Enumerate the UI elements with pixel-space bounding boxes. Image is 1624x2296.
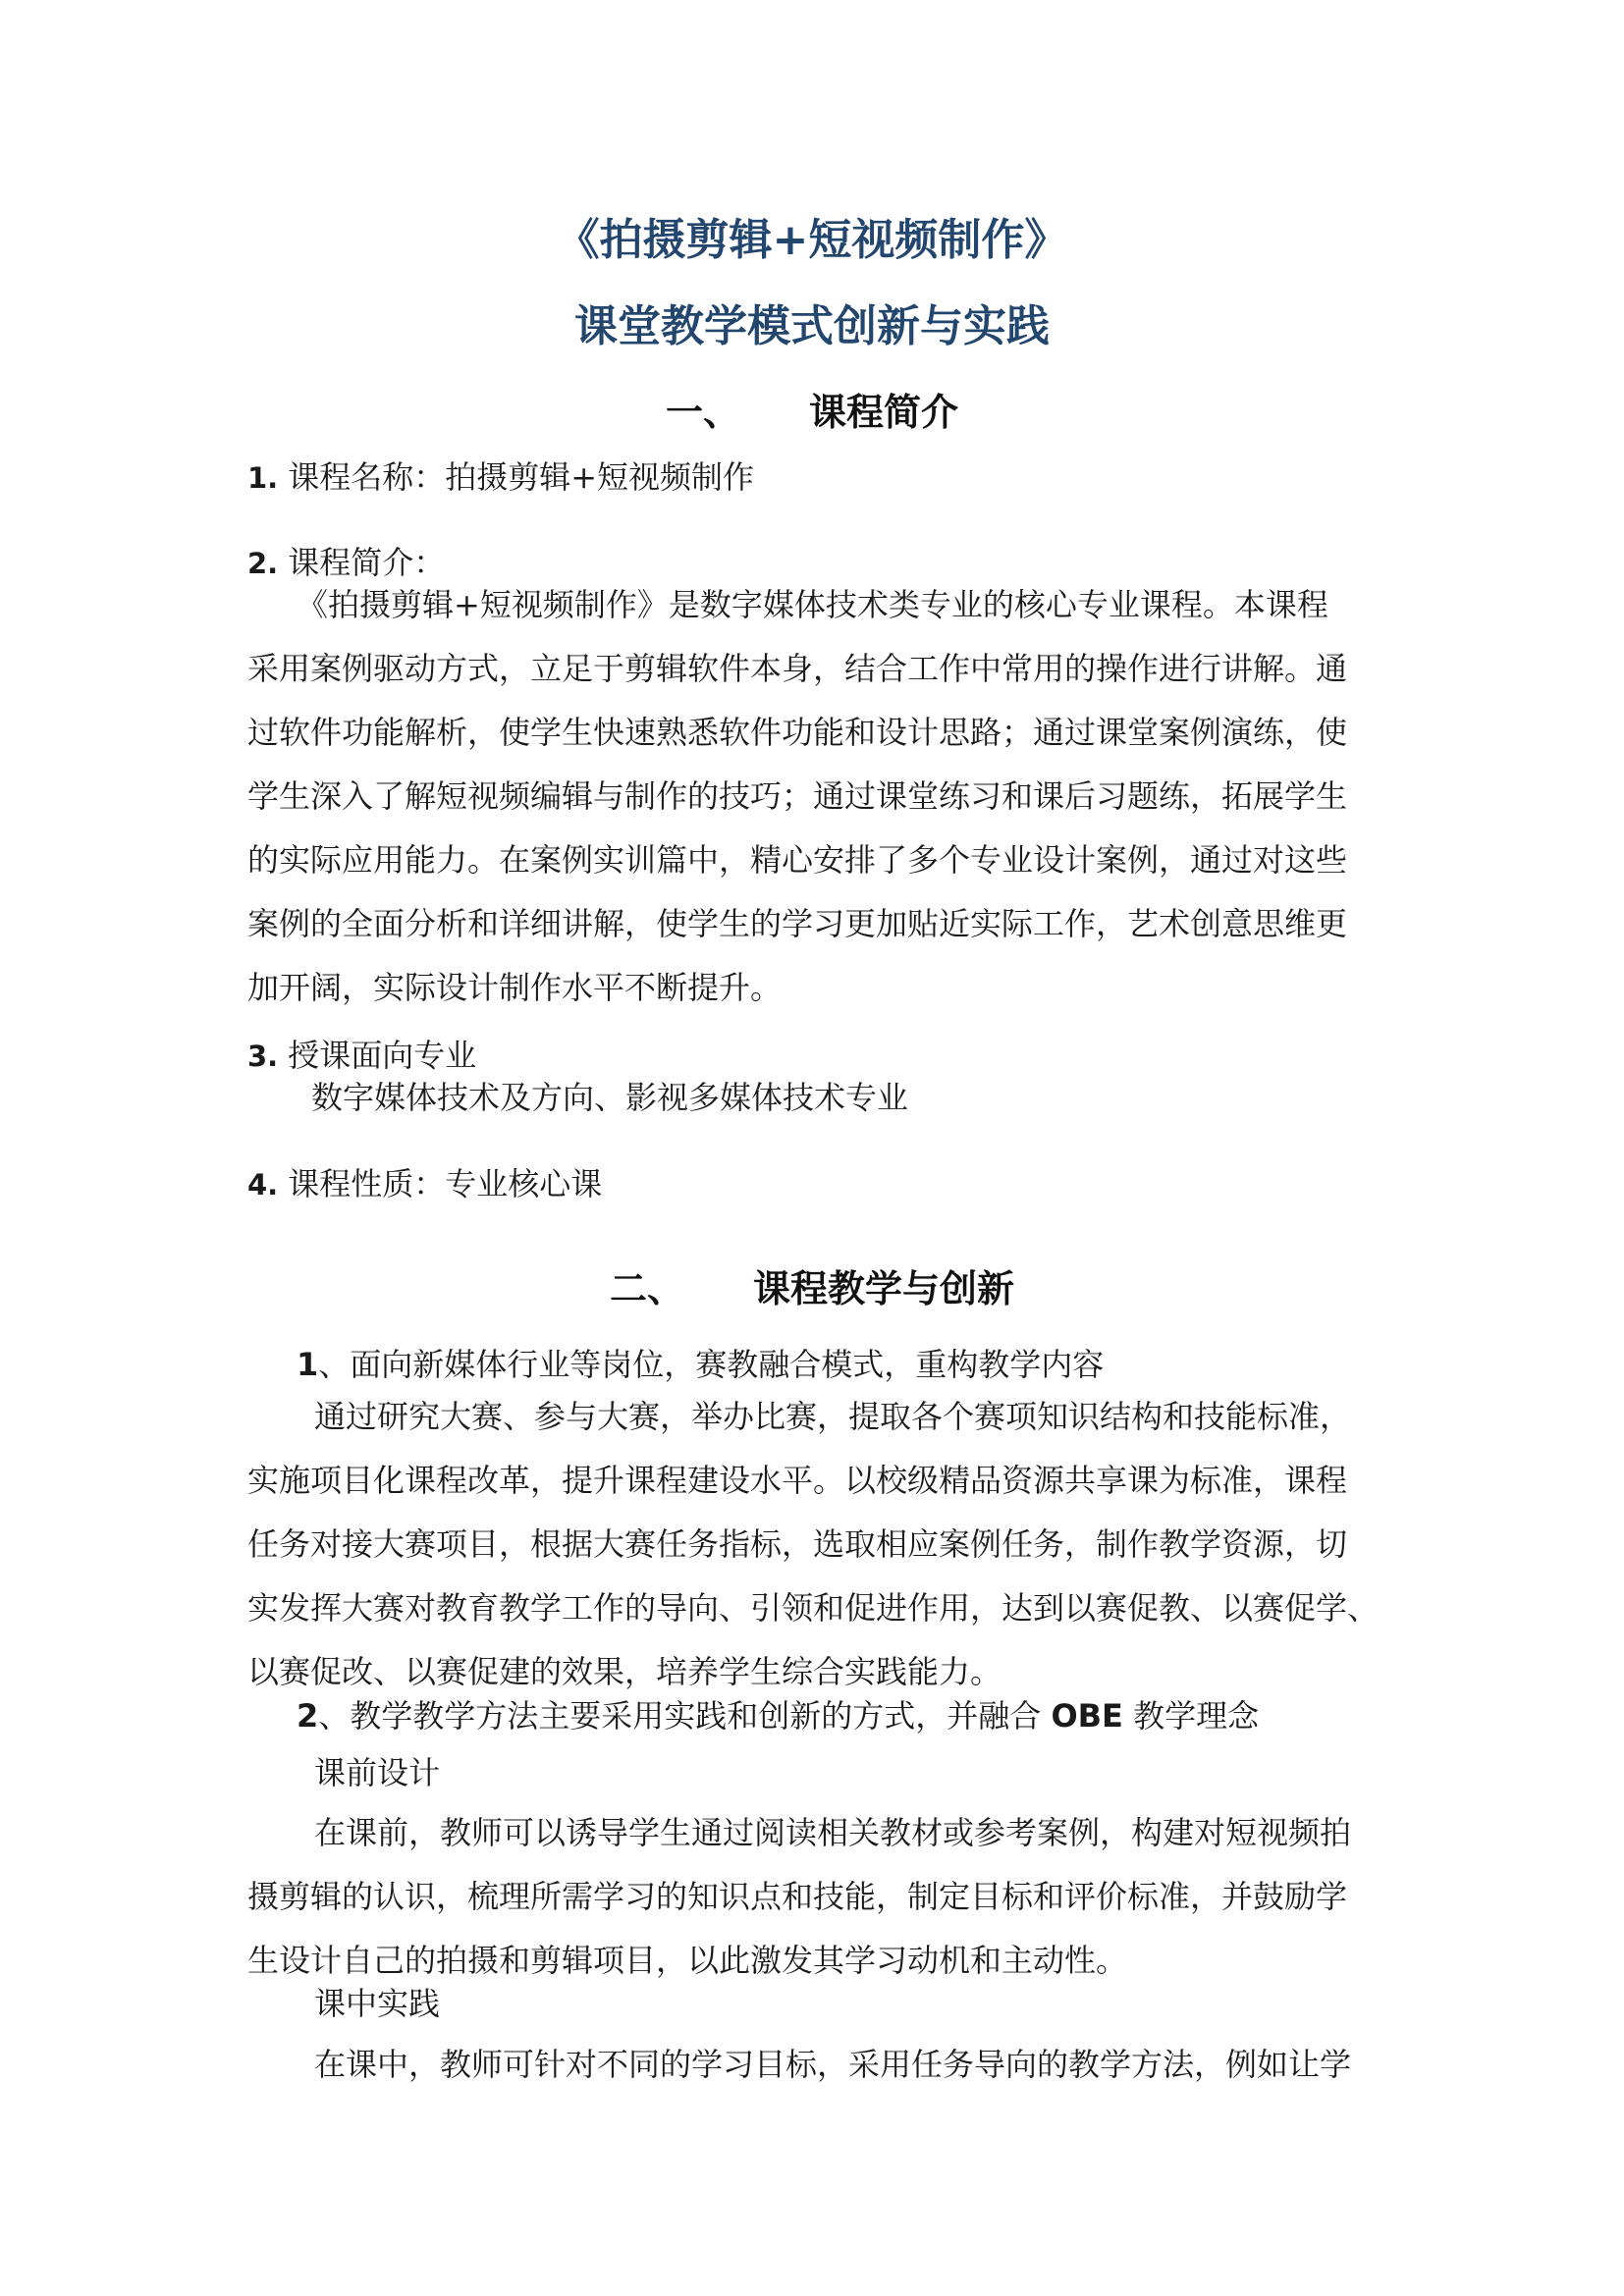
subsection1-paragraph xyxy=(247,1385,1386,1704)
target-major-value: 数字媒体技术及方向、影视多媒体技术专业 xyxy=(311,1079,909,1116)
document-title-line2: 课堂教学模式创新与实践 xyxy=(574,301,1050,351)
text-line: 摄剪辑的认识，梳理所需学习的知识点和技能，制定目标和评价标准，并鼓励学 xyxy=(247,1878,1348,1915)
course-intro-label: 课程简介： xyxy=(288,544,446,581)
subsection-number: 1 xyxy=(297,1346,319,1383)
text-line: 《拍摄剪辑+短视频制作》是数字媒体技术类专业的核心专业课程。本课程 xyxy=(297,586,1328,623)
text-line: 任务对接大赛项目，根据大赛任务指标，选取相应案例任务，制作教学资源，切 xyxy=(247,1525,1348,1563)
course-name-text: 课程名称：拍摄剪辑+短视频制作 xyxy=(288,458,755,496)
item-number: 4. xyxy=(247,1168,279,1201)
course-nature-item xyxy=(247,1162,602,1206)
section1-heading xyxy=(0,385,1624,440)
in-class-paragraph xyxy=(247,2033,1386,2097)
subsection1-text: 、面向新媒体行业等岗位，赛教融合模式，重构教学内容 xyxy=(318,1346,1105,1383)
text-line: 在课中，教师可针对不同的学习目标，采用任务导向的教学方法，例如让学 xyxy=(314,2046,1352,2083)
text-line: 在课前，教师可以诱导学生通过阅读相关教材或参考案例，构建对短视频拍 xyxy=(314,1814,1352,1851)
text-line: 案例的全面分析和详细讲解，使学生的学习更加贴近实际工作，艺术创意思维更 xyxy=(247,905,1348,942)
item-number: 2. xyxy=(247,547,279,580)
text-line: 实施项目化课程改革，提升课程建设水平。以校级精品资源共享课为标准，课程 xyxy=(247,1462,1348,1499)
text-line: 的实际应用能力。在案例实训篇中，精心安排了多个专业设计案例，通过对这些 xyxy=(247,841,1348,879)
course-intro-paragraph xyxy=(247,573,1386,1020)
subsection2-text: 、教学教学方法主要采用实践和创新的方式，并融合 xyxy=(318,1697,1052,1735)
section1-number: 一、 xyxy=(665,391,740,434)
text-line: 以赛促改、以赛促建的效果，培养学生综合实践能力。 xyxy=(247,1653,1002,1690)
document-title-line1: 《拍摄剪辑+短视频制作》 xyxy=(556,215,1068,265)
obe-term: OBE xyxy=(1051,1697,1123,1735)
pre-class-paragraph xyxy=(247,1801,1386,1993)
text-line: 生设计自己的拍摄和剪辑项目，以此激发其学习动机和主动性。 xyxy=(247,1942,1128,1979)
section2-title: 课程教学与创新 xyxy=(753,1267,1015,1310)
subsection2-heading xyxy=(297,1694,1259,1737)
section2-number: 二、 xyxy=(609,1267,684,1310)
section1-title: 课程简介 xyxy=(809,391,959,434)
in-class-heading: 课中实践 xyxy=(314,1985,441,2022)
item-number: 1. xyxy=(247,461,279,495)
item-number: 3. xyxy=(247,1040,279,1073)
subsection1-heading xyxy=(297,1343,1104,1386)
course-nature-text: 课程性质：专业核心课 xyxy=(288,1165,603,1202)
text-line: 采用案例驱动方式，立足于剪辑软件本身，结合工作中常用的操作进行讲解。通 xyxy=(247,650,1348,687)
section2-heading xyxy=(0,1261,1624,1316)
target-major-item xyxy=(247,1034,476,1078)
subsection2-text-end: 教学理念 xyxy=(1122,1697,1260,1735)
target-major-label: 授课面向专业 xyxy=(288,1037,477,1074)
pre-class-heading: 课前设计 xyxy=(314,1754,441,1791)
text-line: 学生深入了解短视频编辑与制作的技巧；通过课堂练习和课后习题练，拓展学生 xyxy=(247,777,1348,815)
text-line: 加开阔，实际设计制作水平不断提升。 xyxy=(247,969,783,1006)
course-name-item xyxy=(247,455,754,500)
text-line: 实发挥大赛对教育教学工作的导向、引领和促进作用，达到以赛促教、以赛促学、 xyxy=(247,1589,1380,1627)
text-line: 过软件功能解析，使学生快速熟悉软件功能和设计思路；通过课堂案例演练，使 xyxy=(247,714,1348,751)
text-line: 通过研究大赛、参与大赛，举办比赛，提取各个赛项知识结构和技能标准， xyxy=(314,1398,1352,1435)
subsection-number: 2 xyxy=(297,1697,319,1735)
